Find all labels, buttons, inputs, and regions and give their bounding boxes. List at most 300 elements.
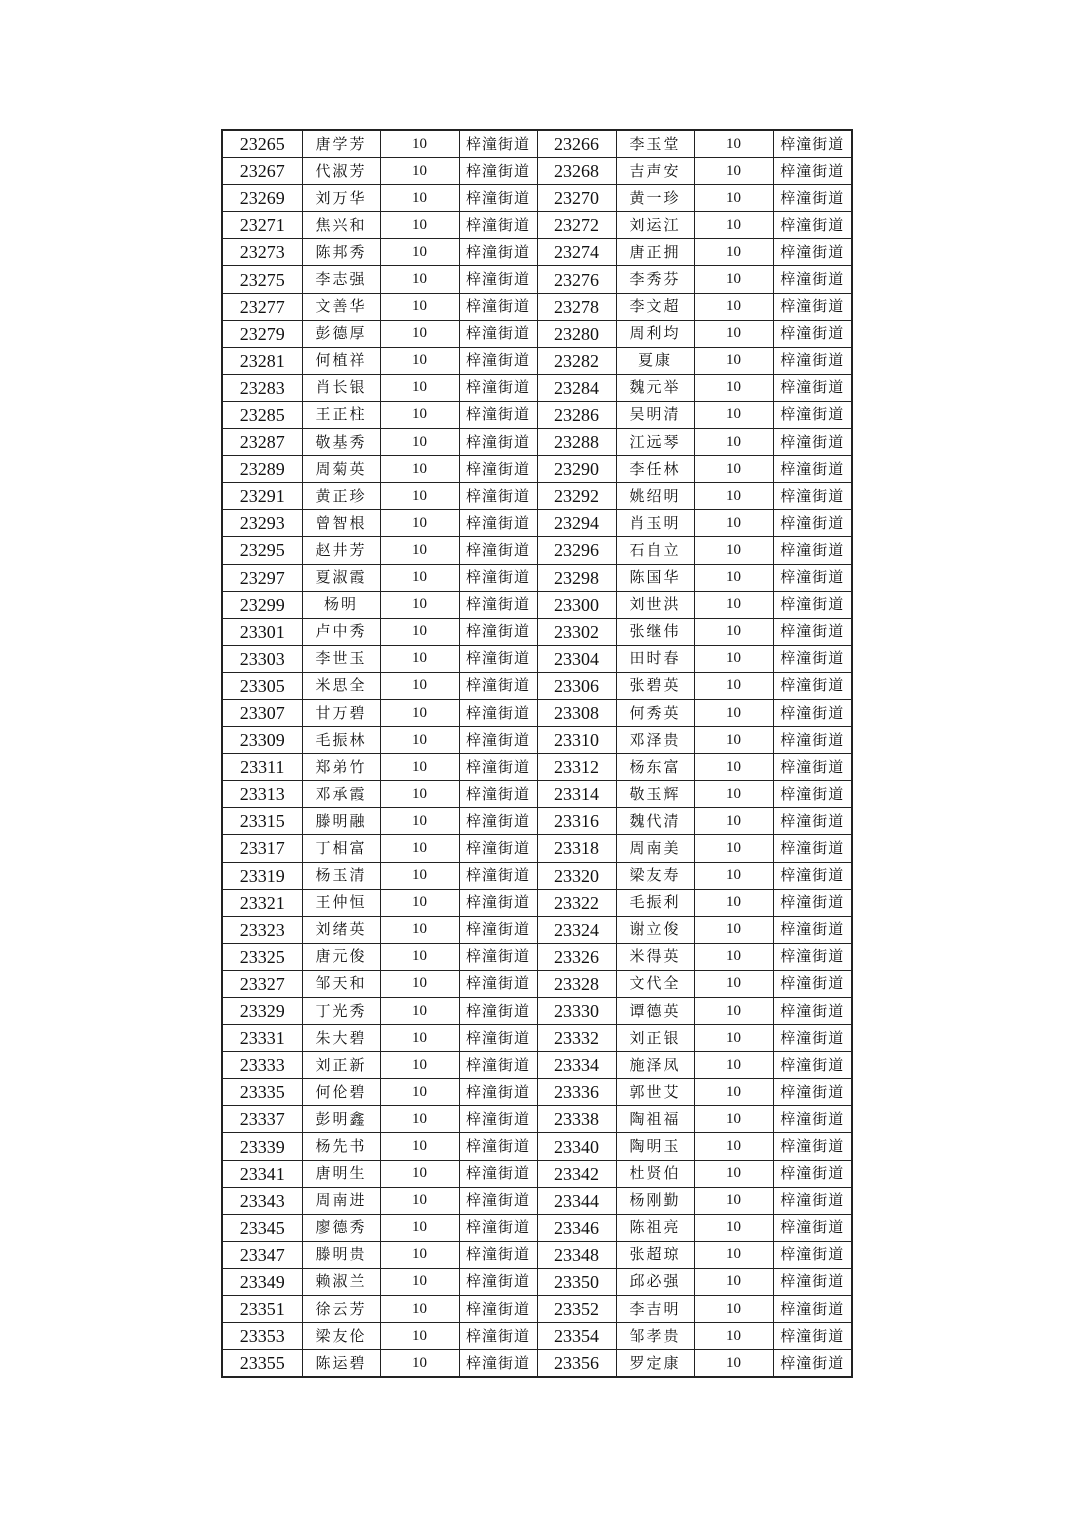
record-id-cell: 23312	[537, 754, 616, 781]
area-name-cell: 梓潼街道	[459, 943, 537, 970]
person-name-cell: 何植祥	[302, 347, 380, 374]
person-name-cell: 杨东富	[616, 754, 694, 781]
record-id-cell: 23310	[537, 727, 616, 754]
person-name-cell: 焦兴和	[302, 212, 380, 239]
table-row	[222, 1025, 852, 1052]
amount-cell: 10	[694, 1323, 773, 1350]
amount-cell: 10	[694, 1187, 773, 1214]
area-name-cell: 梓潼街道	[773, 781, 852, 808]
amount-cell: 10	[694, 347, 773, 374]
person-name-cell: 王正柱	[302, 401, 380, 428]
person-name-cell: 谢立俊	[616, 916, 694, 943]
record-id-cell: 23339	[222, 1133, 302, 1160]
area-name-cell: 梓潼街道	[773, 618, 852, 645]
person-name-cell: 王仲恒	[302, 889, 380, 916]
record-id-cell: 23306	[537, 672, 616, 699]
record-id-cell: 23280	[537, 320, 616, 347]
amount-cell: 10	[380, 889, 459, 916]
amount-cell: 10	[380, 727, 459, 754]
person-name-cell: 陈国华	[616, 564, 694, 591]
amount-cell: 10	[694, 320, 773, 347]
amount-cell: 10	[380, 510, 459, 537]
person-name-cell: 魏元举	[616, 374, 694, 401]
area-name-cell: 梓潼街道	[459, 239, 537, 266]
person-name-cell: 米得英	[616, 943, 694, 970]
table-row	[222, 1052, 852, 1079]
area-name-cell: 梓潼街道	[773, 1187, 852, 1214]
person-name-cell: 滕明贵	[302, 1241, 380, 1268]
person-name-cell: 魏代清	[616, 808, 694, 835]
area-name-cell: 梓潼街道	[459, 1323, 537, 1350]
record-id-cell: 23315	[222, 808, 302, 835]
area-name-cell: 梓潼街道	[773, 1323, 852, 1350]
person-name-cell: 卢中秀	[302, 618, 380, 645]
record-id-cell: 23322	[537, 889, 616, 916]
person-name-cell: 郭世艾	[616, 1079, 694, 1106]
area-name-cell: 梓潼街道	[773, 1160, 852, 1187]
area-name-cell: 梓潼街道	[773, 1133, 852, 1160]
record-id-cell: 23351	[222, 1296, 302, 1323]
area-name-cell: 梓潼街道	[773, 266, 852, 293]
amount-cell: 10	[694, 401, 773, 428]
area-name-cell: 梓潼街道	[773, 889, 852, 916]
amount-cell: 10	[694, 998, 773, 1025]
area-name-cell: 梓潼街道	[459, 835, 537, 862]
area-name-cell: 梓潼街道	[459, 456, 537, 483]
person-name-cell: 杨明	[302, 591, 380, 618]
area-name-cell: 梓潼街道	[773, 510, 852, 537]
record-id-cell: 23348	[537, 1241, 616, 1268]
record-id-cell: 23330	[537, 998, 616, 1025]
amount-cell: 10	[380, 130, 459, 158]
area-name-cell: 梓潼街道	[459, 998, 537, 1025]
amount-cell: 10	[694, 293, 773, 320]
area-name-cell: 梓潼街道	[773, 862, 852, 889]
record-id-cell: 23272	[537, 212, 616, 239]
area-name-cell: 梓潼街道	[773, 699, 852, 726]
record-id-cell: 23279	[222, 320, 302, 347]
person-name-cell: 米思全	[302, 672, 380, 699]
area-name-cell: 梓潼街道	[773, 212, 852, 239]
record-id-cell: 23323	[222, 916, 302, 943]
record-id-cell: 23316	[537, 808, 616, 835]
record-id-cell: 23291	[222, 483, 302, 510]
person-name-cell: 田时春	[616, 645, 694, 672]
table-row	[222, 347, 852, 374]
area-name-cell: 梓潼街道	[773, 672, 852, 699]
area-name-cell: 梓潼街道	[773, 727, 852, 754]
table-row	[222, 1323, 852, 1350]
record-id-cell: 23352	[537, 1296, 616, 1323]
table-row	[222, 374, 852, 401]
record-id-cell: 23276	[537, 266, 616, 293]
amount-cell: 10	[694, 618, 773, 645]
amount-cell: 10	[380, 1241, 459, 1268]
record-id-cell: 23267	[222, 158, 302, 185]
area-name-cell: 梓潼街道	[773, 970, 852, 997]
table-row	[222, 130, 852, 158]
amount-cell: 10	[380, 537, 459, 564]
roster-table	[221, 129, 853, 1378]
table-row	[222, 727, 852, 754]
amount-cell: 10	[380, 754, 459, 781]
person-name-cell: 赖淑兰	[302, 1268, 380, 1295]
area-name-cell: 梓潼街道	[773, 808, 852, 835]
table-row	[222, 1241, 852, 1268]
table-row	[222, 835, 852, 862]
record-id-cell: 23324	[537, 916, 616, 943]
person-name-cell: 陶祖福	[616, 1106, 694, 1133]
person-name-cell: 陶明玉	[616, 1133, 694, 1160]
area-name-cell: 梓潼街道	[459, 1296, 537, 1323]
area-name-cell: 梓潼街道	[773, 1214, 852, 1241]
person-name-cell: 姚绍明	[616, 483, 694, 510]
amount-cell: 10	[694, 808, 773, 835]
person-name-cell: 杜贤伯	[616, 1160, 694, 1187]
record-id-cell: 23319	[222, 862, 302, 889]
area-name-cell: 梓潼街道	[459, 970, 537, 997]
record-id-cell: 23331	[222, 1025, 302, 1052]
amount-cell: 10	[380, 1187, 459, 1214]
table-row	[222, 537, 852, 564]
person-name-cell: 周南美	[616, 835, 694, 862]
record-id-cell: 23335	[222, 1079, 302, 1106]
area-name-cell: 梓潼街道	[773, 564, 852, 591]
area-name-cell: 梓潼街道	[773, 754, 852, 781]
table-row	[222, 1187, 852, 1214]
amount-cell: 10	[694, 1079, 773, 1106]
amount-cell: 10	[694, 970, 773, 997]
amount-cell: 10	[380, 266, 459, 293]
record-id-cell: 23341	[222, 1160, 302, 1187]
table-row	[222, 293, 852, 320]
area-name-cell: 梓潼街道	[459, 347, 537, 374]
area-name-cell: 梓潼街道	[459, 1052, 537, 1079]
table-row	[222, 1133, 852, 1160]
amount-cell: 10	[694, 239, 773, 266]
area-name-cell: 梓潼街道	[773, 537, 852, 564]
area-name-cell: 梓潼街道	[459, 564, 537, 591]
person-name-cell: 吴明清	[616, 401, 694, 428]
area-name-cell: 梓潼街道	[773, 1268, 852, 1295]
record-id-cell: 23346	[537, 1214, 616, 1241]
record-id-cell: 23265	[222, 130, 302, 158]
person-name-cell: 何伦碧	[302, 1079, 380, 1106]
table-row	[222, 645, 852, 672]
person-name-cell: 邱必强	[616, 1268, 694, 1295]
area-name-cell: 梓潼街道	[459, 1106, 537, 1133]
record-id-cell: 23287	[222, 429, 302, 456]
amount-cell: 10	[380, 347, 459, 374]
person-name-cell: 李志强	[302, 266, 380, 293]
record-id-cell: 23303	[222, 645, 302, 672]
person-name-cell: 李文超	[616, 293, 694, 320]
table-row	[222, 1350, 852, 1378]
person-name-cell: 周南进	[302, 1187, 380, 1214]
amount-cell: 10	[380, 1106, 459, 1133]
record-id-cell: 23297	[222, 564, 302, 591]
table-row	[222, 1160, 852, 1187]
record-id-cell: 23266	[537, 130, 616, 158]
person-name-cell: 邹孝贵	[616, 1323, 694, 1350]
person-name-cell: 何秀英	[616, 699, 694, 726]
table-row	[222, 266, 852, 293]
area-name-cell: 梓潼街道	[459, 618, 537, 645]
area-name-cell: 梓潼街道	[459, 429, 537, 456]
person-name-cell: 杨玉清	[302, 862, 380, 889]
record-id-cell: 23340	[537, 1133, 616, 1160]
roster-body	[222, 130, 852, 1377]
area-name-cell: 梓潼街道	[459, 158, 537, 185]
table-row	[222, 591, 852, 618]
record-id-cell: 23275	[222, 266, 302, 293]
person-name-cell: 彭德厚	[302, 320, 380, 347]
amount-cell: 10	[380, 699, 459, 726]
table-row	[222, 916, 852, 943]
table-row	[222, 320, 852, 347]
area-name-cell: 梓潼街道	[773, 1106, 852, 1133]
record-id-cell: 23336	[537, 1079, 616, 1106]
person-name-cell: 黄正珍	[302, 483, 380, 510]
area-name-cell: 梓潼街道	[459, 266, 537, 293]
table-row	[222, 1268, 852, 1295]
amount-cell: 10	[380, 1214, 459, 1241]
person-name-cell: 唐元俊	[302, 943, 380, 970]
person-name-cell: 代淑芳	[302, 158, 380, 185]
amount-cell: 10	[694, 185, 773, 212]
amount-cell: 10	[694, 1241, 773, 1268]
amount-cell: 10	[694, 781, 773, 808]
record-id-cell: 23349	[222, 1268, 302, 1295]
amount-cell: 10	[694, 835, 773, 862]
table-row	[222, 808, 852, 835]
amount-cell: 10	[694, 429, 773, 456]
record-id-cell: 23309	[222, 727, 302, 754]
record-id-cell: 23327	[222, 970, 302, 997]
person-name-cell: 毛振利	[616, 889, 694, 916]
record-id-cell: 23353	[222, 1323, 302, 1350]
area-name-cell: 梓潼街道	[459, 374, 537, 401]
area-name-cell: 梓潼街道	[459, 889, 537, 916]
amount-cell: 10	[380, 943, 459, 970]
amount-cell: 10	[380, 1350, 459, 1378]
area-name-cell: 梓潼街道	[459, 483, 537, 510]
area-name-cell: 梓潼街道	[459, 320, 537, 347]
table-row	[222, 699, 852, 726]
table-row	[222, 185, 852, 212]
amount-cell: 10	[380, 1025, 459, 1052]
record-id-cell: 23326	[537, 943, 616, 970]
area-name-cell: 梓潼街道	[459, 754, 537, 781]
person-name-cell: 吉声安	[616, 158, 694, 185]
table-row	[222, 970, 852, 997]
record-id-cell: 23355	[222, 1350, 302, 1378]
area-name-cell: 梓潼街道	[459, 1241, 537, 1268]
table-row	[222, 158, 852, 185]
area-name-cell: 梓潼街道	[773, 456, 852, 483]
area-name-cell: 梓潼街道	[459, 1350, 537, 1378]
amount-cell: 10	[694, 1025, 773, 1052]
area-name-cell: 梓潼街道	[459, 591, 537, 618]
person-name-cell: 文善华	[302, 293, 380, 320]
area-name-cell: 梓潼街道	[773, 645, 852, 672]
table-row	[222, 1106, 852, 1133]
person-name-cell: 陈邦秀	[302, 239, 380, 266]
record-id-cell: 23333	[222, 1052, 302, 1079]
person-name-cell: 赵井芳	[302, 537, 380, 564]
area-name-cell: 梓潼街道	[459, 645, 537, 672]
person-name-cell: 李世玉	[302, 645, 380, 672]
table-row	[222, 401, 852, 428]
amount-cell: 10	[380, 429, 459, 456]
area-name-cell: 梓潼街道	[459, 1025, 537, 1052]
amount-cell: 10	[380, 1052, 459, 1079]
table-row	[222, 889, 852, 916]
area-name-cell: 梓潼街道	[773, 185, 852, 212]
amount-cell: 10	[380, 1268, 459, 1295]
person-name-cell: 黄一珍	[616, 185, 694, 212]
amount-cell: 10	[694, 564, 773, 591]
person-name-cell: 滕明融	[302, 808, 380, 835]
record-id-cell: 23269	[222, 185, 302, 212]
amount-cell: 10	[694, 754, 773, 781]
person-name-cell: 夏淑霞	[302, 564, 380, 591]
person-name-cell: 丁相富	[302, 835, 380, 862]
amount-cell: 10	[380, 1323, 459, 1350]
amount-cell: 10	[694, 456, 773, 483]
area-name-cell: 梓潼街道	[773, 158, 852, 185]
record-id-cell: 23320	[537, 862, 616, 889]
amount-cell: 10	[694, 1106, 773, 1133]
table-row	[222, 781, 852, 808]
record-id-cell: 23338	[537, 1106, 616, 1133]
record-id-cell: 23284	[537, 374, 616, 401]
area-name-cell: 梓潼街道	[773, 1296, 852, 1323]
area-name-cell: 梓潼街道	[773, 130, 852, 158]
person-name-cell: 张碧英	[616, 672, 694, 699]
person-name-cell: 郑弟竹	[302, 754, 380, 781]
amount-cell: 10	[380, 1079, 459, 1106]
person-name-cell: 邓泽贵	[616, 727, 694, 754]
person-name-cell: 甘万碧	[302, 699, 380, 726]
area-name-cell: 梓潼街道	[773, 347, 852, 374]
record-id-cell: 23298	[537, 564, 616, 591]
table-row	[222, 1214, 852, 1241]
person-name-cell: 陈运碧	[302, 1350, 380, 1378]
record-id-cell: 23342	[537, 1160, 616, 1187]
amount-cell: 10	[694, 1350, 773, 1378]
person-name-cell: 唐明生	[302, 1160, 380, 1187]
area-name-cell: 梓潼街道	[459, 293, 537, 320]
area-name-cell: 梓潼街道	[773, 293, 852, 320]
table-row	[222, 998, 852, 1025]
record-id-cell: 23332	[537, 1025, 616, 1052]
person-name-cell: 文代全	[616, 970, 694, 997]
person-name-cell: 刘万华	[302, 185, 380, 212]
person-name-cell: 江远琴	[616, 429, 694, 456]
record-id-cell: 23356	[537, 1350, 616, 1378]
record-id-cell: 23307	[222, 699, 302, 726]
area-name-cell: 梓潼街道	[459, 672, 537, 699]
table-row	[222, 943, 852, 970]
amount-cell: 10	[380, 483, 459, 510]
amount-cell: 10	[694, 862, 773, 889]
area-name-cell: 梓潼街道	[459, 1187, 537, 1214]
area-name-cell: 梓潼街道	[773, 374, 852, 401]
amount-cell: 10	[694, 537, 773, 564]
person-name-cell: 朱大碧	[302, 1025, 380, 1052]
record-id-cell: 23293	[222, 510, 302, 537]
table-row	[222, 1296, 852, 1323]
area-name-cell: 梓潼街道	[459, 212, 537, 239]
person-name-cell: 廖德秀	[302, 1214, 380, 1241]
record-id-cell: 23282	[537, 347, 616, 374]
amount-cell: 10	[694, 727, 773, 754]
area-name-cell: 梓潼街道	[773, 401, 852, 428]
person-name-cell: 石自立	[616, 537, 694, 564]
amount-cell: 10	[380, 835, 459, 862]
person-name-cell: 刘绪英	[302, 916, 380, 943]
person-name-cell: 李任林	[616, 456, 694, 483]
person-name-cell: 丁光秀	[302, 998, 380, 1025]
amount-cell: 10	[380, 916, 459, 943]
area-name-cell: 梓潼街道	[459, 401, 537, 428]
record-id-cell: 23329	[222, 998, 302, 1025]
area-name-cell: 梓潼街道	[459, 1079, 537, 1106]
record-id-cell: 23313	[222, 781, 302, 808]
record-id-cell: 23277	[222, 293, 302, 320]
person-name-cell: 肖玉明	[616, 510, 694, 537]
person-name-cell: 彭明鑫	[302, 1106, 380, 1133]
record-id-cell: 23311	[222, 754, 302, 781]
area-name-cell: 梓潼街道	[773, 591, 852, 618]
amount-cell: 10	[380, 645, 459, 672]
record-id-cell: 23294	[537, 510, 616, 537]
person-name-cell: 邹天和	[302, 970, 380, 997]
person-name-cell: 谭德英	[616, 998, 694, 1025]
amount-cell: 10	[694, 699, 773, 726]
amount-cell: 10	[694, 591, 773, 618]
amount-cell: 10	[380, 672, 459, 699]
area-name-cell: 梓潼街道	[459, 862, 537, 889]
amount-cell: 10	[380, 564, 459, 591]
record-id-cell: 23283	[222, 374, 302, 401]
amount-cell: 10	[694, 672, 773, 699]
amount-cell: 10	[380, 239, 459, 266]
amount-cell: 10	[694, 374, 773, 401]
amount-cell: 10	[694, 1296, 773, 1323]
area-name-cell: 梓潼街道	[773, 1025, 852, 1052]
record-id-cell: 23274	[537, 239, 616, 266]
amount-cell: 10	[380, 998, 459, 1025]
area-name-cell: 梓潼街道	[459, 537, 537, 564]
area-name-cell: 梓潼街道	[459, 916, 537, 943]
record-id-cell: 23321	[222, 889, 302, 916]
amount-cell: 10	[694, 510, 773, 537]
amount-cell: 10	[694, 889, 773, 916]
person-name-cell: 唐学芳	[302, 130, 380, 158]
amount-cell: 10	[694, 266, 773, 293]
roster-sheet	[221, 129, 851, 1378]
person-name-cell: 唐正拥	[616, 239, 694, 266]
person-name-cell: 张超琼	[616, 1241, 694, 1268]
person-name-cell: 徐云芳	[302, 1296, 380, 1323]
record-id-cell: 23268	[537, 158, 616, 185]
amount-cell: 10	[380, 320, 459, 347]
amount-cell: 10	[694, 1214, 773, 1241]
area-name-cell: 梓潼街道	[459, 1133, 537, 1160]
table-row	[222, 754, 852, 781]
